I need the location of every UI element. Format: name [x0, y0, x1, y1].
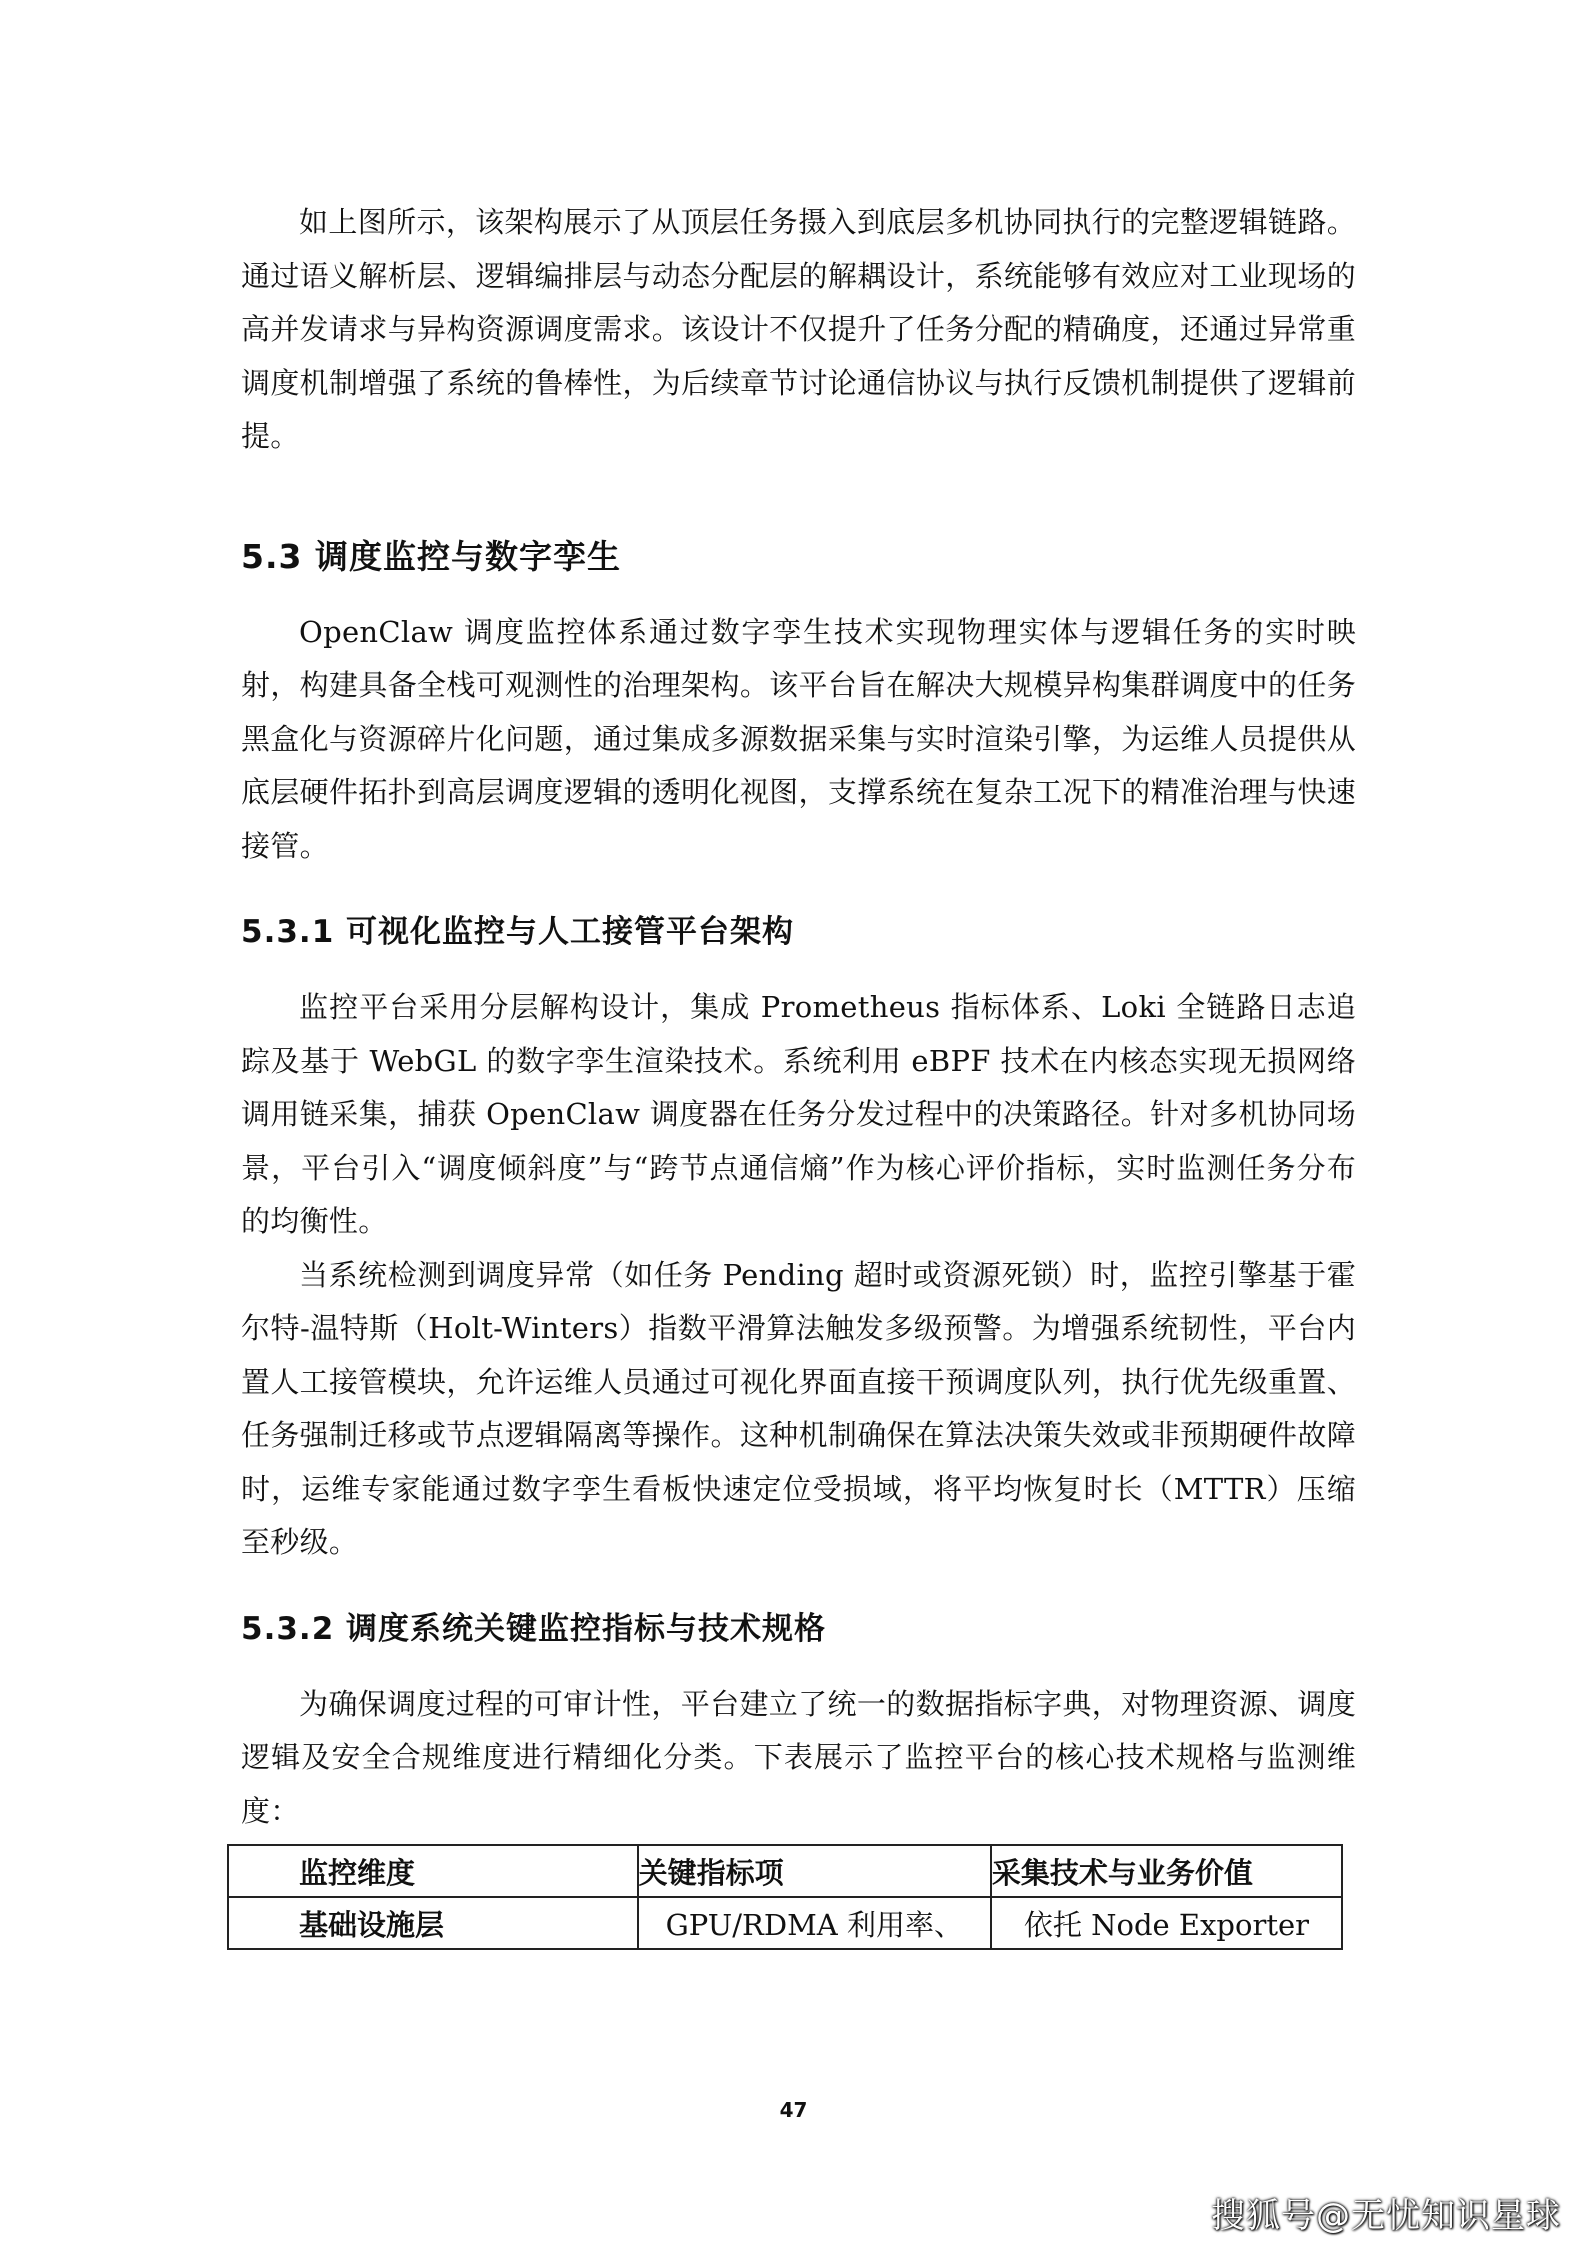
- page-number: 47: [779, 2098, 808, 2122]
- table-row: [228, 1897, 1342, 1949]
- page-content: [241, 196, 1356, 1950]
- intro-paragraph: 如上图所示，该架构展示了从顶层任务摄入到底层多机协同执行的完整逻辑链路。通过语义解析层、逻辑编排层与动态分配层的解耦设计，系统能够有效应对工业现场的高并发请求与异构资源调度需求。该设计不仅提升了任务分配的精确度，还通过异常重调度机制增强了系统的鲁棒性，为后续章节讨论通信协议与执行反馈机制提供了逻辑前提。: [241, 205, 1356, 453]
- monitoring-spec-table: [227, 1844, 1343, 1950]
- section-5-3-1-paragraph-1: 监控平台采用分层解构设计，集成 Prometheus 指标体系、Loki 全链路日志追踪及基于 WebGL 的数字孪生渲染技术。系统利用 eBPF 技术在内核态实现无损网络调用链采集，捕获 OpenClaw 调度器在任务分发过程中的决策路径。针对多机协同场景，平台引入“调度倾斜度”与“跨节点通信熵”作为核心评价指标，实时监测任务分布的均衡性。: [241, 990, 1356, 1238]
- section-heading-5-3-1: 5.3.1 可视化监控与人工接管平台架构: [241, 914, 795, 950]
- section-heading-5-3: 5.3 调度监控与数字孪生: [241, 536, 621, 576]
- table-header-cell: 关键指标项: [638, 1845, 991, 1897]
- table-header-cell: 采集技术与业务价值: [991, 1845, 1342, 1897]
- table-header-row: [228, 1845, 1342, 1897]
- table-cell: 依托 Node Exporter: [991, 1897, 1342, 1949]
- section-heading-5-3-2: 5.3.2 调度系统关键监控指标与技术规格: [241, 1610, 827, 1647]
- table-cell: 基础设施层: [228, 1897, 638, 1949]
- section-5-3-2-paragraph: 为确保调度过程的可审计性，平台建立了统一的数据指标字典，对物理资源、调度逻辑及安全合规维度进行精细化分类。下表展示了监控平台的核心技术规格与监测维度：: [241, 1686, 1356, 1828]
- watermark-text: 搜狐号@无忧知识星球: [1211, 2196, 1561, 2236]
- section-5-3-1-paragraph-2: 当系统检测到调度异常（如任务 Pending 超时或资源死锁）时，监控引擎基于霍尔特-温特斯（Holt-Winters）指数平滑算法触发多级预警。为增强系统韧性，平台内置人工接管模块，允许运维人员通过可视化界面直接干预调度队列，执行优先级重置、任务强制迁移或节点逻辑隔离等操作。这种机制确保在算法决策失效或非预期硬件故障时，运维专家能通过数字孪生看板快速定位受损域，将平均恢复时长（MTTR）压缩至秒级。: [241, 1257, 1356, 1559]
- section-5-3-paragraph: OpenClaw 调度监控体系通过数字孪生技术实现物理实体与逻辑任务的实时映射，构建具备全栈可观测性的治理架构。该平台旨在解决大规模异构集群调度中的任务黑盒化与资源碎片化问题，通过集成多源数据采集与实时渲染引擎，为运维人员提供从底层硬件拓扑到高层调度逻辑的透明化视图，支撑系统在复杂工况下的精准治理与快速接管。: [241, 614, 1356, 863]
- table-cell: GPU/RDMA 利用率、: [638, 1897, 991, 1949]
- table-header-cell: 监控维度: [228, 1845, 638, 1897]
